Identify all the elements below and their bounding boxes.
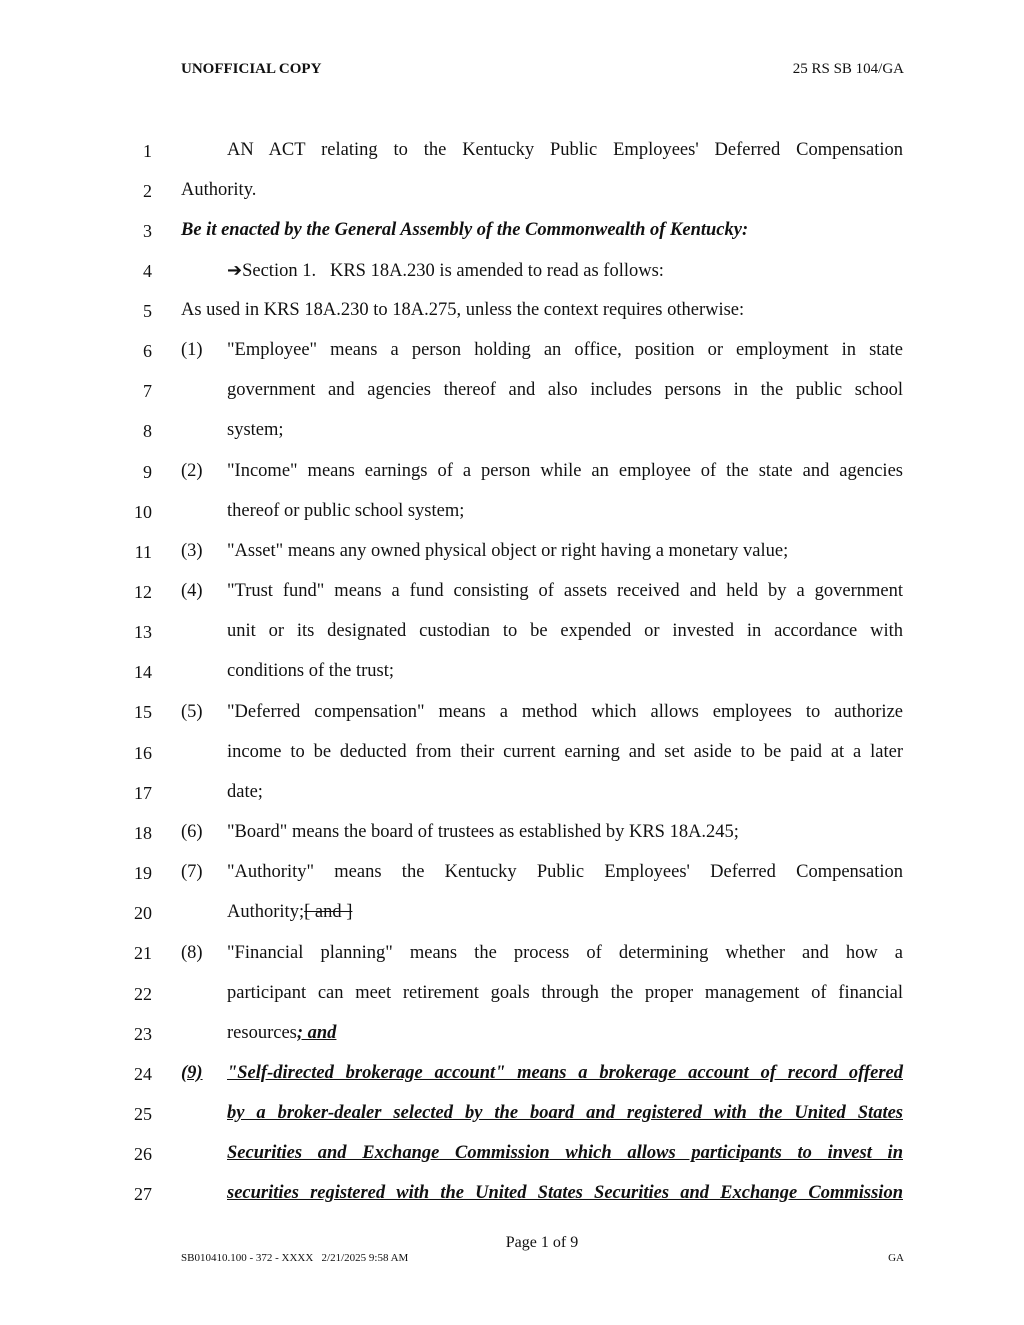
text-line-content: Authority; <box>227 902 305 922</box>
text-line: government and agencies thereof and also includes persons in the public school <box>227 380 903 400</box>
footer-left: SB010410.100 - 372 - XXXX 2/21/2025 9:58 AM <box>181 1252 409 1264</box>
text-line: unit or its designated custodian to be expended or invested in accordance with <box>227 621 903 641</box>
line-number: 4 <box>143 261 152 281</box>
line-number: 17 <box>134 783 152 803</box>
line-number: 16 <box>134 743 152 763</box>
line-number: 8 <box>143 421 152 441</box>
subsection-label: (6) <box>181 822 203 842</box>
text-line: AN ACT relating to the Kentucky Public Employees' Deferred Compensation <box>227 140 903 160</box>
line-number: 27 <box>134 1184 152 1204</box>
line-number: 2 <box>143 181 152 201</box>
line-number: 21 <box>134 943 152 963</box>
line-number: 5 <box>143 301 152 321</box>
text-line: participant can meet retirement goals through the proper management of financial <box>227 983 903 1003</box>
enacting-clause: Be it enacted by the General Assembly of the Commonwealth of Kentucky: <box>181 220 749 240</box>
line-number: 12 <box>134 582 152 602</box>
line-number: 10 <box>134 502 152 522</box>
added-text: ; and <box>296 1023 337 1043</box>
header-right: 25 RS SB 104/GA <box>792 61 904 77</box>
text-line: date; <box>227 782 263 802</box>
page-number: Page 1 of 9 <box>505 1234 579 1251</box>
line-number: 6 <box>143 341 152 361</box>
text-line <box>227 902 352 923</box>
line-number: 19 <box>134 863 152 883</box>
arrow-right-icon: ➔ <box>227 260 243 281</box>
subsection-label-new: (9) <box>181 1063 203 1083</box>
line-number: 26 <box>134 1144 152 1164</box>
line-number: 23 <box>134 1024 152 1044</box>
text-line: Authority. <box>181 180 257 200</box>
section-heading-text: Section 1. KRS 18A.230 is amended to read as follows: <box>242 261 664 281</box>
subsection-label: (7) <box>181 862 203 882</box>
footer-right: GA <box>888 1252 904 1264</box>
added-text-line: Securities and Exchange Commission which allows participants to invest in <box>227 1143 903 1163</box>
added-text-line: by a broker-dealer selected by the board and registered with the United States <box>227 1103 903 1123</box>
subsection-label: (5) <box>181 702 203 722</box>
line-number: 20 <box>134 903 152 923</box>
text-line: "Trust fund" means a fund consisting of assets received and held by a government <box>227 581 903 601</box>
line-number: 25 <box>134 1104 152 1124</box>
text-line: "Authority" means the Kentucky Public Employees' Deferred Compensation <box>227 862 903 882</box>
text-line <box>227 1023 336 1044</box>
deleted-text: [ and ] <box>304 902 353 922</box>
text-line: conditions of the trust; <box>227 661 394 681</box>
text-line: "Board" means the board of trustees as established by KRS 18A.245; <box>227 822 739 842</box>
text-line: "Deferred compensation" means a method which allows employees to authorize <box>227 702 903 722</box>
text-line: "Income" means earnings of a person while an employee of the state and agencies <box>227 461 903 481</box>
subsection-label: (2) <box>181 461 203 481</box>
line-number: 15 <box>134 702 152 722</box>
line-number: 3 <box>143 221 152 241</box>
text-line: As used in KRS 18A.230 to 18A.275, unless the context requires otherwise: <box>181 300 745 320</box>
subsection-label: (3) <box>181 541 203 561</box>
text-line: income to be deducted from their current earning and set aside to be paid at a later <box>227 742 903 762</box>
line-number: 14 <box>134 662 152 682</box>
line-number: 18 <box>134 823 152 843</box>
line-number: 7 <box>143 381 152 401</box>
line-number: 9 <box>143 462 152 482</box>
line-number: 11 <box>134 542 152 562</box>
subsection-label: (4) <box>181 581 203 601</box>
header-left: UNOFFICIAL COPY <box>181 61 322 77</box>
subsection-label: (8) <box>181 943 203 963</box>
added-text-line: securities registered with the United States Securities and Exchange Commission <box>227 1183 903 1203</box>
text-line-content: resources <box>227 1023 297 1043</box>
text-line: "Asset" means any owned physical object or right having a monetary value; <box>227 541 789 561</box>
section-heading <box>227 260 664 282</box>
text-line: "Financial planning" means the process of determining whether and how a <box>227 943 903 963</box>
text-line: thereof or public school system; <box>227 501 465 521</box>
line-number: 1 <box>143 141 152 161</box>
line-number: 24 <box>134 1064 152 1084</box>
line-number: 13 <box>134 622 152 642</box>
line-number: 22 <box>134 984 152 1004</box>
added-text-line: "Self-directed brokerage account" means a brokerage account of record offered <box>227 1063 903 1083</box>
subsection-label: (1) <box>181 340 203 360</box>
text-line: "Employee" means a person holding an office, position or employment in state <box>227 340 903 360</box>
text-line: system; <box>227 420 284 440</box>
